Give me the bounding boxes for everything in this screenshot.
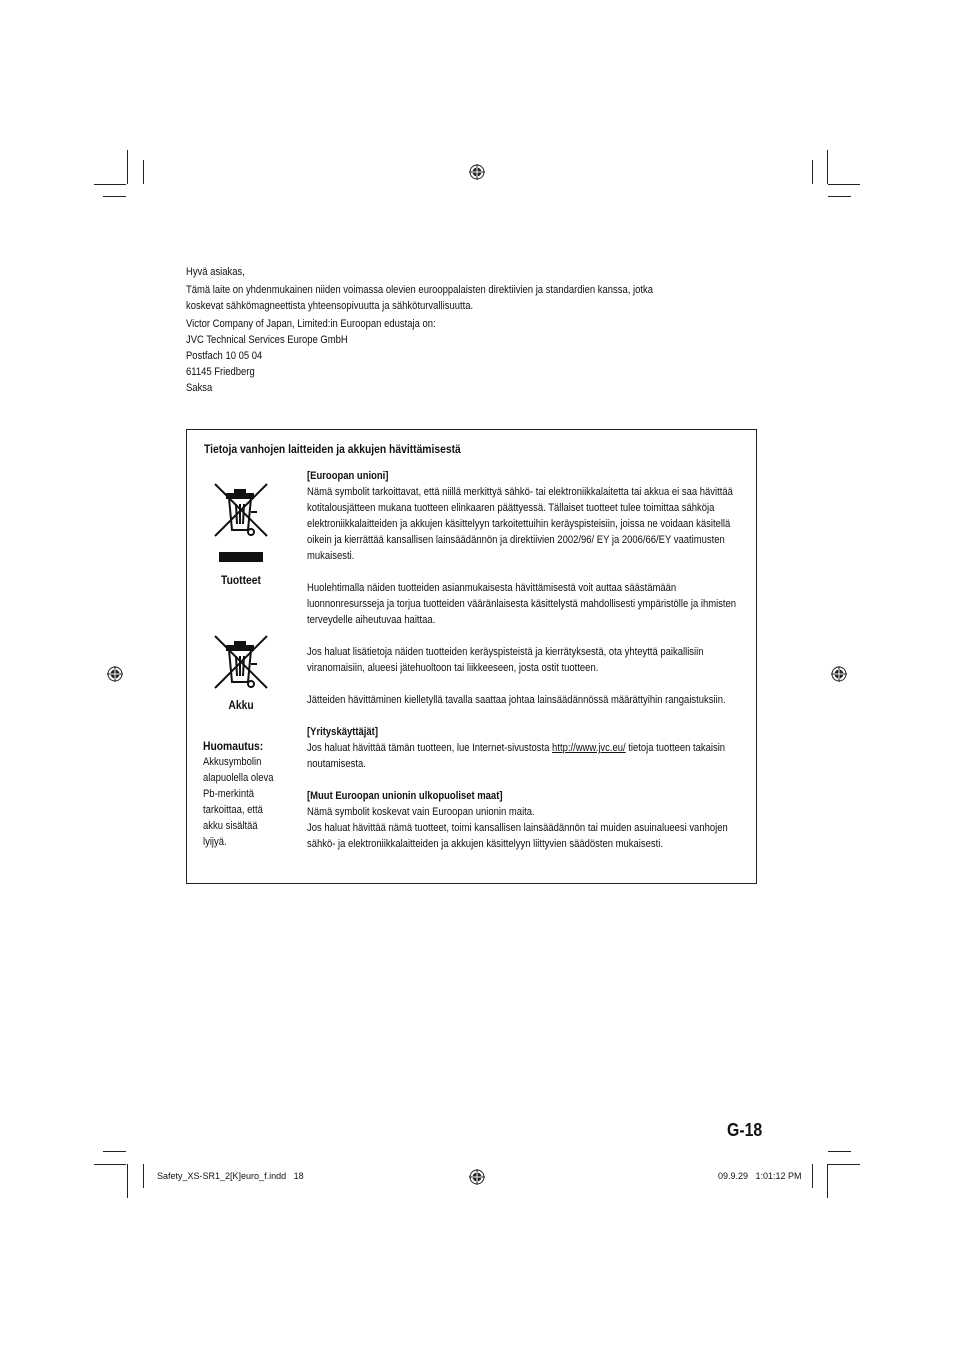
address-line: Postfach 10 05 04	[186, 350, 263, 362]
crop-mark	[94, 1164, 126, 1165]
note-line: tarkoittaa, että	[203, 804, 263, 816]
compliance-statement: Tämä laite on yhdenmukainen niiden voimassa olevien eurooppalaisten direktiivien ja standardien kanssa, jotka koskevat sähkömagneettista yhteensopivuutta ja sähköturvallisuutta.	[186, 284, 653, 312]
crop-mark	[94, 184, 126, 185]
crossed-out-wheelie-bin-with-bar-icon	[213, 482, 269, 564]
registration-mark-icon	[107, 666, 123, 682]
business-text: tietoja tuotteen takaisin noutamisesta.	[307, 742, 726, 770]
note-line: Akkusymbolin	[203, 756, 262, 768]
business-section	[307, 724, 737, 772]
eu-paragraph-block	[307, 692, 737, 708]
registration-mark-icon	[469, 164, 485, 180]
products-label: Tuotteet	[221, 573, 261, 587]
slug-timestamp: 09.9.29 1:01:12 PM	[718, 1171, 802, 1181]
page-number: G-18	[727, 1120, 763, 1140]
greeting: Hyvä asiakas,	[186, 266, 245, 278]
crop-mark	[103, 196, 126, 197]
registration-mark-icon	[469, 1169, 485, 1185]
non-eu-paragraph: Nämä symbolit koskevat vain Euroopan unionin maita.	[307, 806, 535, 818]
note-line: akku sisältää	[203, 820, 258, 832]
note-line: alapuolella oleva	[203, 772, 274, 784]
note-heading: Huomautus:	[203, 739, 264, 753]
business-paragraph	[307, 740, 737, 772]
eu-paragraph: Nämä symbolit tarkoittavat, että niillä merkittyä sähkö- tai elektroniikkalaitetta tai akkua ei saa hävittää kotitalousjätteen mukana tuotteen elinkaaren päättyessä. Tällaiset tuotteet tulee toimittaa sähköja elektroniikkalaitteiden ja akkujen käsittelyyn tarkoitettuihin keräyspisteisiin, joissa ne voidaan käsitellä oikein ja kierrättää kansallisen lainsäädännön ja direktiivien 2002/96/ EY ja 2006/66/EY vaatimusten mukaisesti.	[307, 486, 733, 562]
eu-paragraph-block	[307, 644, 737, 676]
crop-mark	[827, 1164, 828, 1198]
crop-mark	[828, 196, 851, 197]
crop-mark	[143, 1164, 144, 1188]
jvc-website-link[interactable]: http://www.jvc.eu/	[552, 742, 626, 754]
registration-mark-icon	[831, 666, 847, 682]
crop-mark	[103, 1151, 126, 1152]
disposal-content	[307, 468, 737, 868]
slug-filename: Safety_XS-SR1_2[K]euro_f.indd 18	[157, 1171, 304, 1181]
eu-paragraph: Jätteiden hävittäminen kielletyllä tavalla saattaa johtaa lainsäädännössä määrättyihin rangaistuksiin.	[307, 694, 726, 706]
disposal-info-box	[186, 429, 757, 884]
crossed-out-wheelie-bin-icon	[213, 634, 269, 690]
non-eu-section	[307, 788, 737, 852]
business-heading: [Yrityskäyttäjät]	[307, 726, 378, 738]
note-line: Pb-merkintä	[203, 788, 254, 800]
non-eu-heading: [Muut Euroopan unionin ulkopuoliset maat]	[307, 790, 503, 802]
disposal-title: Tietoja vanhojen laitteiden ja akkujen hävittämisestä	[204, 442, 461, 456]
crop-mark	[812, 1164, 813, 1188]
eu-paragraph-block	[307, 580, 737, 628]
crop-mark	[143, 160, 144, 184]
eu-section	[307, 468, 737, 564]
crop-mark	[812, 160, 813, 184]
crop-mark	[828, 184, 860, 185]
eu-paragraph: Huolehtimalla näiden tuotteiden asianmukaisesta hävittämisestä voit auttaa säästämään luonnonresursseja ja torjua tuotteiden vääränlaisesta käsittelystä mahdollisesti ympäristölle ja ihmisten terveydelle aiheutuvaa haittaa.	[307, 582, 737, 626]
address-line: Victor Company of Japan, Limited:in Euroopan edustaja on:	[186, 318, 436, 330]
crop-mark	[828, 1151, 851, 1152]
note-line: lyijyä.	[203, 836, 227, 848]
address-line: JVC Technical Services Europe GmbH	[186, 334, 348, 346]
crop-mark	[828, 1164, 860, 1165]
battery-label: Akku	[228, 698, 254, 712]
crop-mark	[127, 1164, 128, 1198]
address-line: 61145 Friedberg	[186, 366, 255, 378]
crop-mark	[127, 150, 128, 184]
business-text: Jos haluat hävittää tämän tuotteen, lue Internet-sivustosta	[307, 742, 553, 754]
eu-heading: [Euroopan unioni]	[307, 470, 389, 482]
non-eu-paragraph: Jos haluat hävittää nämä tuotteet, toimi kansallisen lainsäädännön tai muiden asuinalueesi vanhojen sähkö- ja elektroniikkalaitteiden ja akkujen käsittelyyn liittyvien säädösten mukaisesti.	[307, 822, 728, 850]
intro-section	[186, 264, 668, 396]
eu-paragraph: Jos haluat lisätietoja näiden tuotteiden keräyspisteistä ja kierrätyksestä, ota yhteyttä paikallisiin viranomaisiin, alueesi jätehuoltoon tai liikkeeseen, josta ostit tuotteen.	[307, 646, 704, 674]
note-section	[203, 738, 280, 850]
crop-mark	[827, 150, 828, 184]
address-line: Saksa	[186, 382, 213, 394]
